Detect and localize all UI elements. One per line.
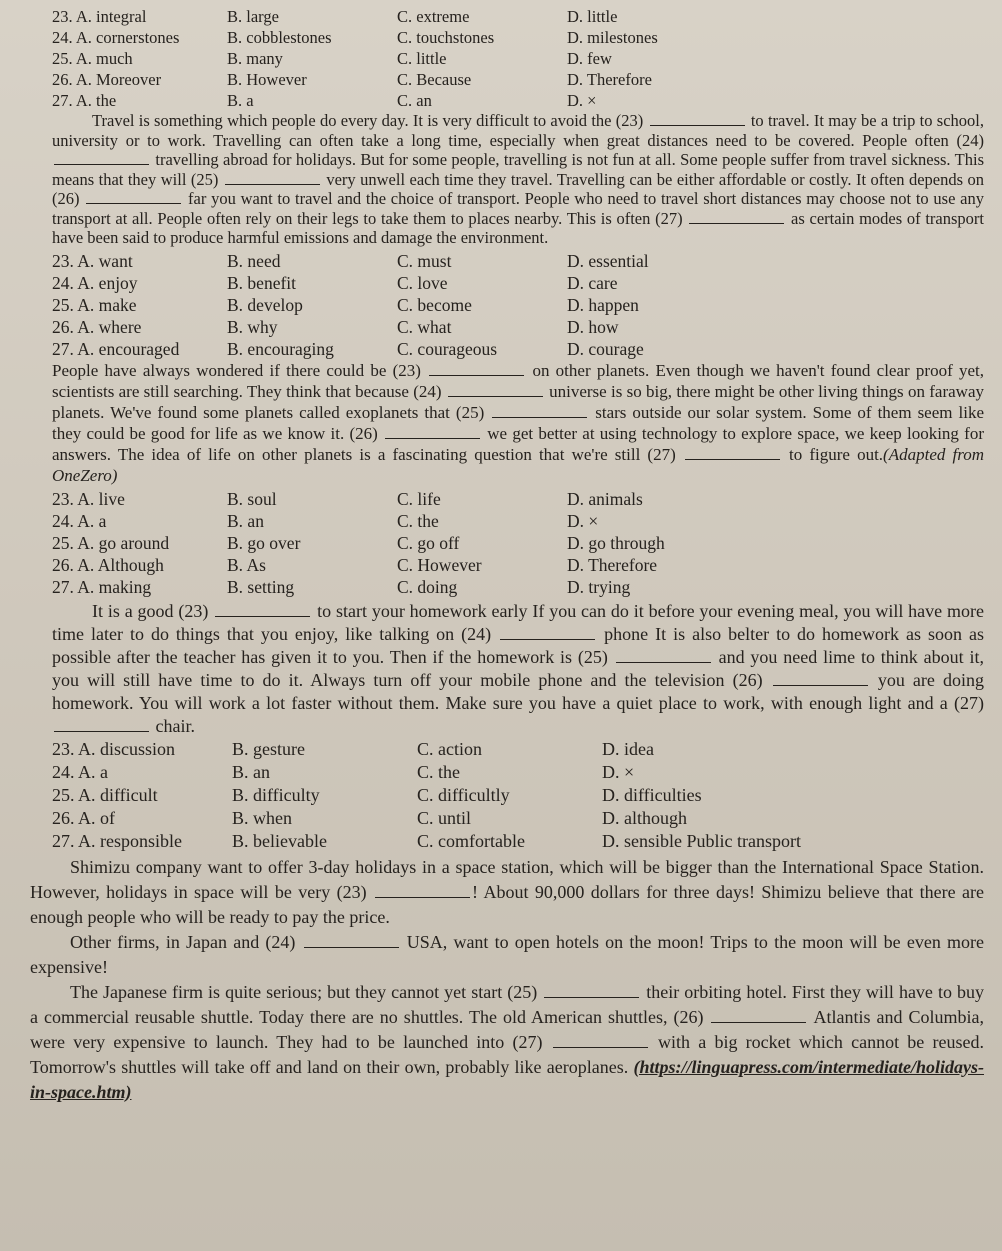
option: C. an (397, 91, 432, 110)
option: D. care (567, 272, 618, 293)
passage-homework (30, 600, 984, 738)
passage-text: Shimizu company want to offer 3-day holidays in a space station, which will be bigger than the International Space Station. However, holidays in space will be very (23) (30, 856, 984, 902)
answer-blank-26[interactable] (385, 424, 480, 439)
option: D. Therefore (567, 554, 658, 575)
answer-blank-26[interactable] (711, 1008, 806, 1023)
option: 27. A. the (52, 91, 117, 110)
options-block-4 (30, 738, 984, 853)
option: D. trying (567, 576, 631, 597)
option-row (30, 738, 984, 761)
option-row (30, 294, 984, 316)
option: C. love (397, 272, 448, 293)
option: B. need (227, 250, 281, 271)
passage-text: to start your homework early If you can do it before your evening meal, you will have more time later to do things that you enjoy, like talking on (24) (52, 600, 984, 644)
option-row (30, 6, 984, 27)
option: D. Therefore (567, 70, 652, 89)
option: C. touchstones (397, 28, 495, 47)
option: C. Because (397, 70, 472, 89)
passage-text: to travel. It may be a trip to school, university or to work. Travelling can often take a long time, especially when great distances need to be covered. People often (24) (52, 111, 984, 150)
option: B. when (232, 807, 292, 828)
answer-blank-26[interactable] (773, 671, 868, 686)
answer-blank-24[interactable] (54, 150, 149, 165)
option: 25. A. go around (52, 532, 170, 553)
option-row (30, 48, 984, 69)
option-row (30, 250, 984, 272)
passage-text: we get better at using technology to explore space, we keep looking for answers. The idea of life on other planets is a fascinating question that we're still (27) (52, 423, 984, 464)
answer-blank-26[interactable] (86, 189, 181, 204)
option: B. encouraging (227, 338, 334, 359)
option: 25. A. make (52, 294, 137, 315)
option: 25. A. much (52, 49, 133, 68)
option: D. sensible Public transport (602, 830, 801, 851)
option-row (30, 27, 984, 48)
passage-text: on other planets. Even though we haven't found clear proof yet, scientists are still searching. They think that because (24) (52, 360, 984, 401)
option-row (30, 532, 984, 554)
option: B. develop (227, 294, 303, 315)
passage-text: universe is so big, there might be other living things on faraway planets. We've found some planets called exoplanets that (25) (52, 381, 984, 422)
option: C. doing (397, 576, 458, 597)
answer-blank-23[interactable] (215, 602, 310, 617)
exercise-life-other-planets (30, 250, 984, 486)
option: B. setting (227, 576, 295, 597)
exercise-homework (30, 600, 984, 853)
passage-text: phone It is also belter to do homework as soon as possible after the teacher has given it to you. Then if the homework is (25) (52, 623, 984, 667)
answer-blank-27[interactable] (685, 445, 780, 460)
option: 23. A. integral (52, 7, 147, 26)
passage-text: The Japanese firm is quite serious; but they cannot yet start (25) (70, 981, 543, 1002)
option: 26. A. where (52, 316, 142, 337)
option: D. essential (567, 250, 649, 271)
option: B. difficulty (232, 784, 320, 805)
passage-text: Other firms, in Japan and (24) (70, 931, 302, 952)
option-row (30, 807, 984, 830)
option: B. an (227, 510, 264, 531)
option: 24. A. a (52, 510, 107, 531)
option-row (30, 830, 984, 853)
option: B. cobblestones (227, 28, 332, 47)
passage-text: and you need lime to think about it, you will still have time to do it. Always turn off your mobile phone and the television (26) (52, 646, 984, 690)
answer-blank-24[interactable] (304, 933, 399, 948)
option-row (30, 510, 984, 532)
options-planets (30, 488, 984, 598)
passage-travel (30, 111, 984, 248)
passage-text: Atlantis and Columbia, were very expensive to launch. They had to be launched into (27) (30, 1006, 984, 1052)
option: 23. A. discussion (52, 738, 176, 759)
option: B. a (227, 91, 254, 110)
options-block-2 (30, 250, 984, 360)
option: C. difficultly (417, 784, 510, 805)
option: 27. A. responsible (52, 830, 182, 851)
source-link[interactable]: (https://linguapress.com/intermediate/holidays-in-space.htm) (30, 1056, 984, 1102)
passage-text: Travel is something which people do every day. It is very difficult to avoid the (23) (92, 111, 648, 130)
options-block-1 (30, 6, 984, 111)
option: B. believable (232, 830, 327, 851)
option: D. × (567, 91, 597, 110)
paragraph-2 (30, 930, 984, 980)
option-row (30, 272, 984, 294)
option: B. large (227, 7, 279, 26)
option: 24. A. enjoy (52, 272, 138, 293)
option: 23. A. live (52, 488, 125, 509)
answer-blank-25[interactable] (616, 648, 711, 663)
option: C. action (417, 738, 482, 759)
option: 26. A. Although (52, 554, 164, 575)
option: C. courageous (397, 338, 498, 359)
option: D. milestones (567, 28, 658, 47)
option-row (30, 90, 984, 111)
option: D. go through (567, 532, 665, 553)
option: B. gesture (232, 738, 305, 759)
exercise-travel (30, 6, 984, 248)
option: C. the (397, 510, 439, 531)
passage-text: travelling abroad for holidays. But for some people, travelling is not fun at all. Some people suffer from travel sickness. This means that they will (25) (52, 150, 984, 189)
option: B. go over (227, 532, 301, 553)
option: D. idea (602, 738, 654, 759)
option-row (30, 316, 984, 338)
option-row (30, 761, 984, 784)
answer-blank-24[interactable] (500, 625, 595, 640)
option-row (30, 69, 984, 90)
option: D. few (567, 49, 612, 68)
option: C. little (397, 49, 447, 68)
option-row (30, 488, 984, 510)
answer-blank-27[interactable] (553, 1033, 648, 1048)
passage-text: It is a good (23) (92, 600, 214, 621)
option: D. × (602, 761, 635, 782)
answer-blank-25[interactable] (225, 170, 320, 185)
passage-text: chair. (151, 715, 195, 736)
answer-blank-27[interactable] (54, 717, 149, 732)
option: D. how (567, 316, 619, 337)
answer-blank-23[interactable] (375, 883, 470, 898)
passage-text: you are doing homework. You will work a lot faster without them. Make sure you have a quiet place to work, with enough light and a (27) (52, 669, 984, 713)
answer-blank-25[interactable] (544, 983, 639, 998)
option: B. why (227, 316, 278, 337)
option: D. courage (567, 338, 644, 359)
passage-text: to figure out. (781, 444, 884, 464)
option: C. what (397, 316, 452, 337)
passage-text: ! About 90,000 dollars for three days! Shimizu believe that there are enough people who will be ready to pay the price. (30, 881, 984, 927)
passage-planets (30, 360, 984, 486)
answer-blank-23[interactable] (429, 361, 524, 376)
option: D. × (567, 510, 599, 531)
answer-blank-25[interactable] (492, 403, 587, 418)
option: 25. A. difficult (52, 784, 158, 805)
passage-text: far you want to travel and the choice of transport. People who need to travel short distances may choose not to use any transport at all. People often rely on their legs to take them to places nearby. This is often (27) (52, 189, 984, 228)
option: B. an (232, 761, 270, 782)
option: C. life (397, 488, 441, 509)
option: C. until (417, 807, 472, 828)
option: B. benefit (227, 272, 297, 293)
paragraph-1 (30, 855, 984, 930)
answer-blank-27[interactable] (689, 209, 784, 224)
option: C. must (397, 250, 452, 271)
option: 27. A. encouraged (52, 338, 180, 359)
option: D. animals (567, 488, 643, 509)
option-row (30, 784, 984, 807)
option: C. comfortable (417, 830, 525, 851)
option: B. As (227, 554, 266, 575)
option: D. difficulties (602, 784, 702, 805)
passage-text: their orbiting hotel. First they will have to buy a commercial reusable shuttle. Today there are no shuttles. The old American shuttles, (26) (30, 981, 984, 1027)
option: D. although (602, 807, 687, 828)
option: D. happen (567, 294, 639, 315)
answer-blank-23[interactable] (650, 111, 745, 126)
option: C. become (397, 294, 472, 315)
passage-text: stars outside our solar system. Some of them seem like they could be good for life as we know it. (26) (52, 402, 984, 443)
option: B. soul (227, 488, 277, 509)
option: 23. A. want (52, 250, 133, 271)
paragraph-3 (30, 980, 984, 1105)
option: C. However (397, 554, 482, 575)
option: C. the (417, 761, 460, 782)
answer-blank-24[interactable] (448, 382, 543, 397)
option: C. extreme (397, 7, 470, 26)
option: B. However (227, 70, 307, 89)
passage-text: very unwell each time they travel. Travelling can be either affordable or costly. It often depends on (26) (52, 169, 984, 208)
passage-text: People have always wondered if there could be (23) (52, 360, 428, 380)
exercise-space-holidays (30, 855, 984, 1105)
option: C. go off (397, 532, 460, 553)
passage-text: as certain modes of transport have been said to produce harmful emissions and damage the environment. (52, 208, 984, 247)
source-citation: (Adapted from OneZero) (52, 444, 984, 485)
option: 24. A. cornerstones (52, 28, 180, 47)
option: 26. A. Moreover (52, 70, 162, 89)
passage-text: with a big rocket which cannot be reused. Tomorrow's shuttles will take off and land on their own, probably like aeroplanes. (30, 1031, 984, 1077)
option-row (30, 338, 984, 360)
option: D. little (567, 7, 618, 26)
option: 26. A. of (52, 807, 115, 828)
option-row (30, 576, 984, 598)
option: 24. A. a (52, 761, 108, 782)
option: B. many (227, 49, 283, 68)
option: 27. A. making (52, 576, 152, 597)
passage-text: USA, want to open hotels on the moon! Trips to the moon will be even more expensive! (30, 931, 984, 977)
option-row (30, 554, 984, 576)
